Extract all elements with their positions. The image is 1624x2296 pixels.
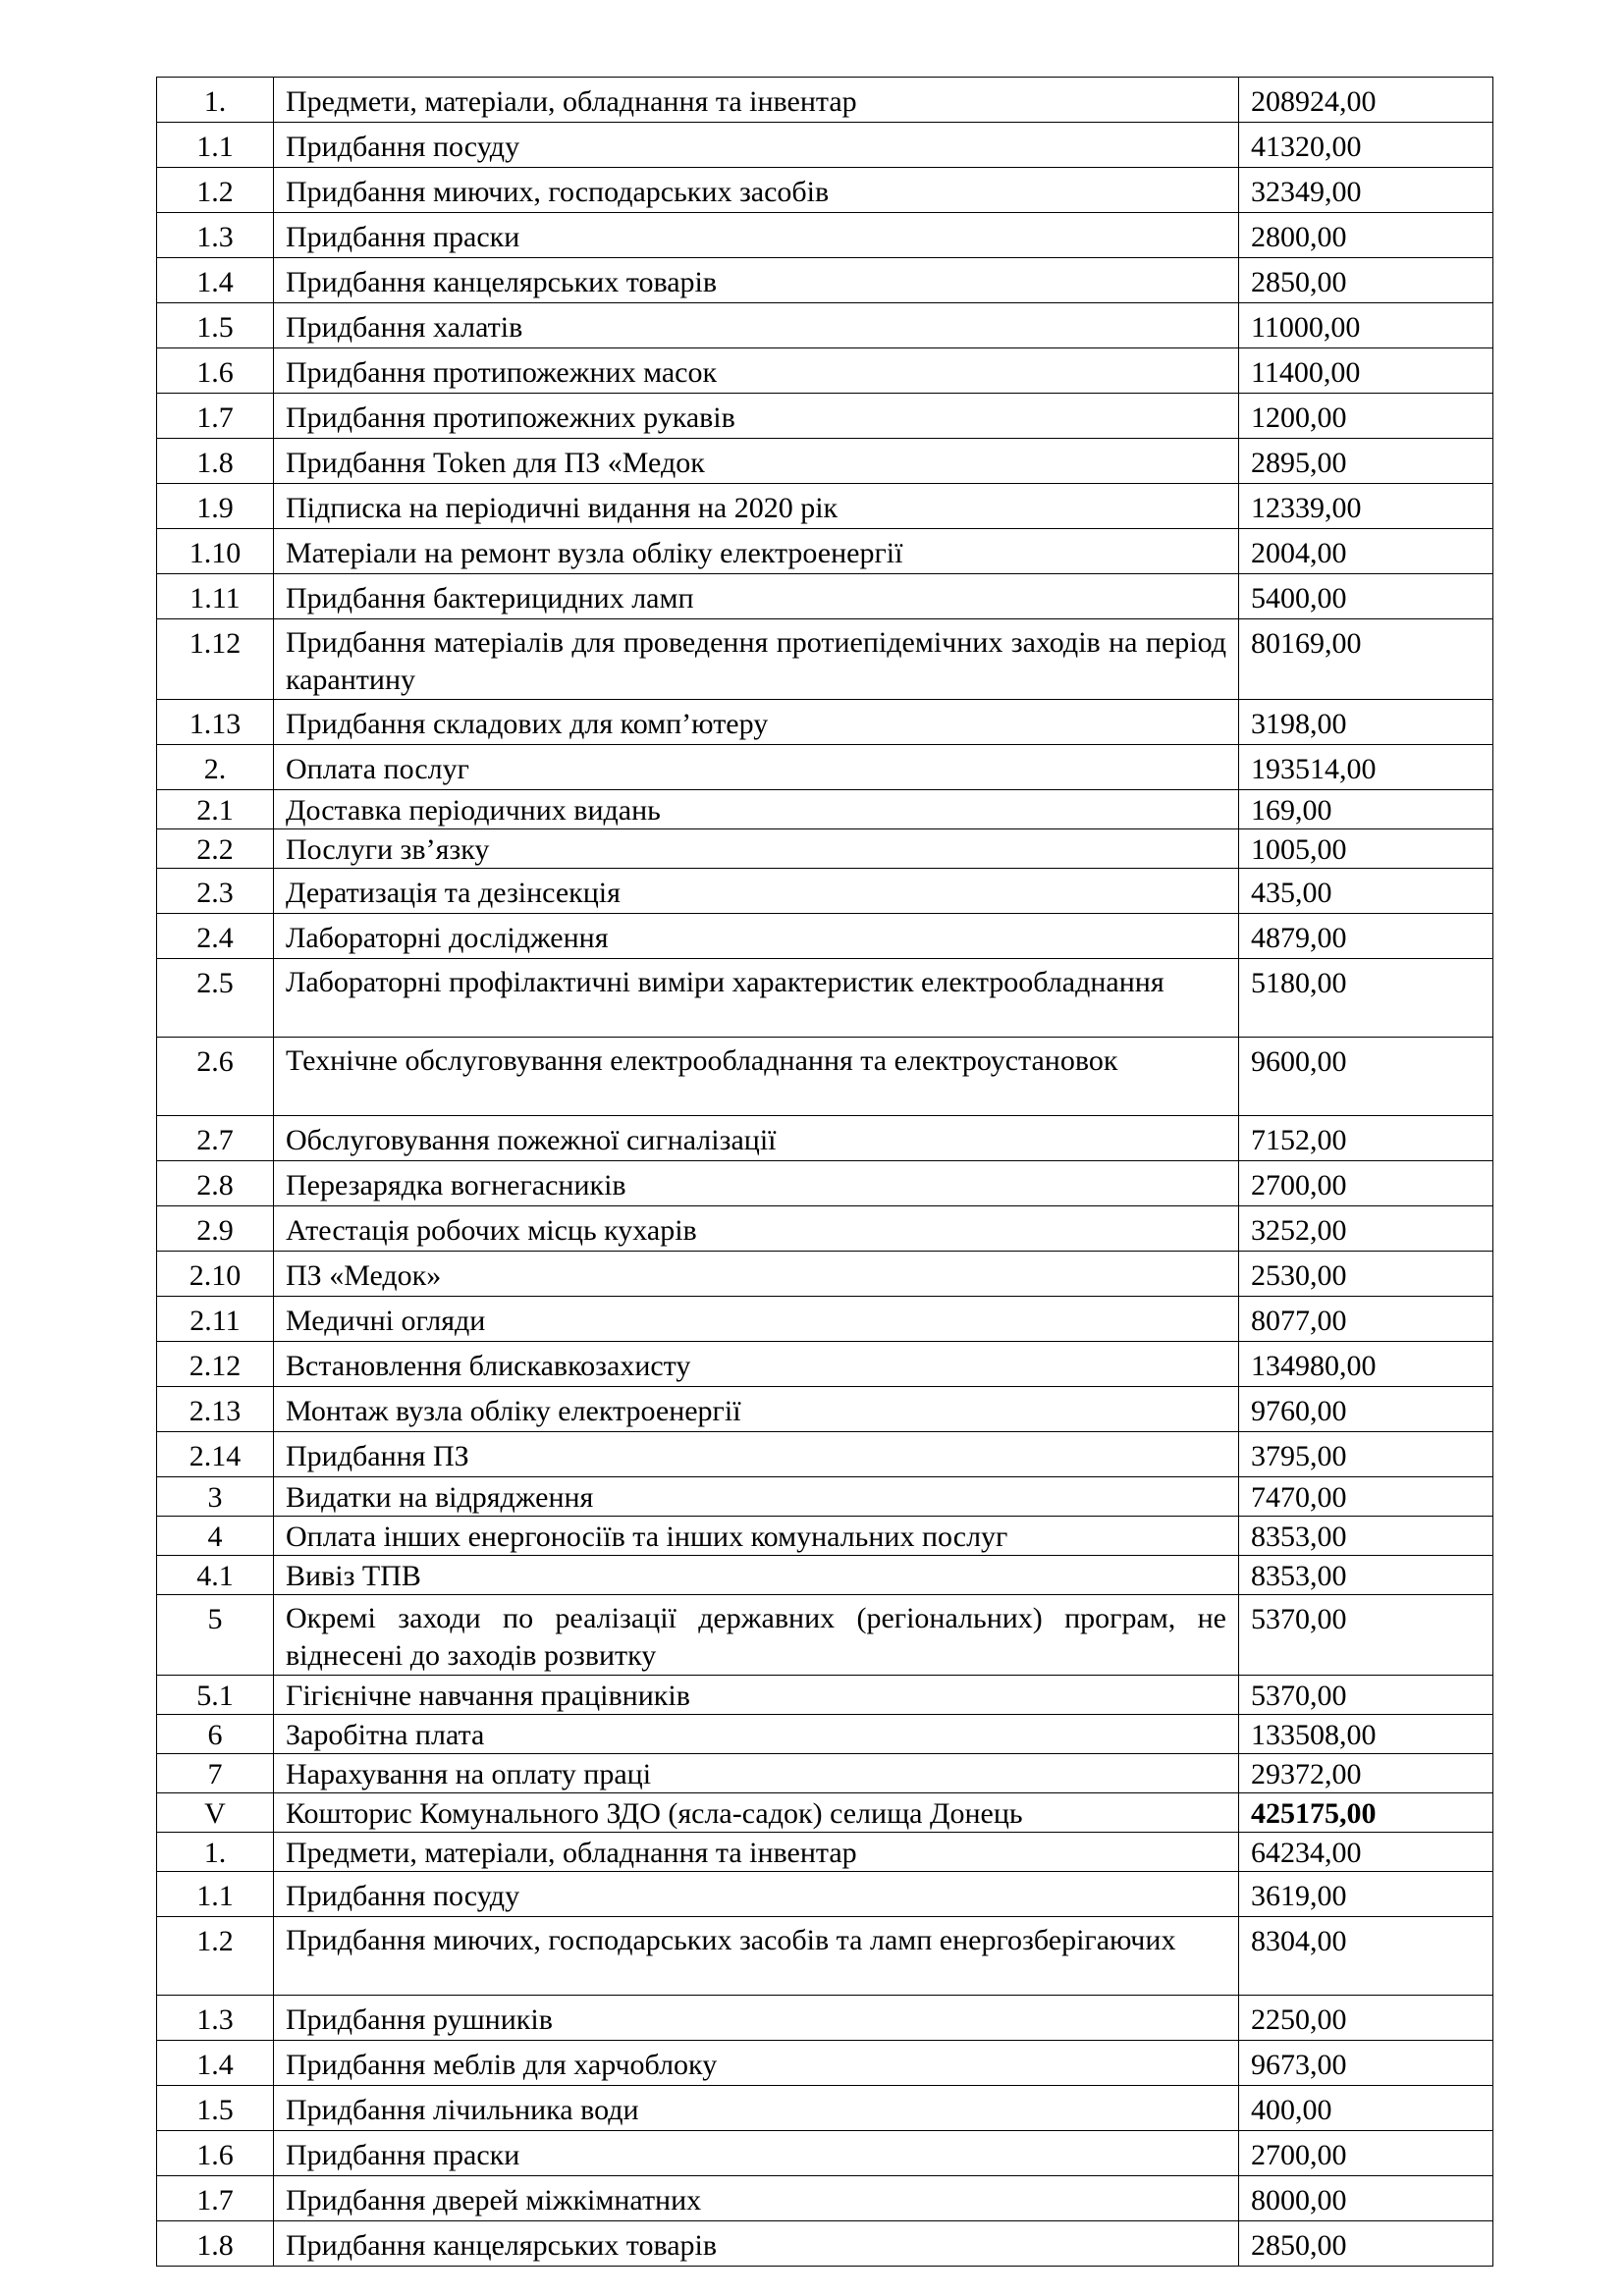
row-name: Придбання складових для комп’ютеру <box>274 700 1239 745</box>
row-number: 1.12 <box>157 619 274 700</box>
row-amount: 7470,00 <box>1239 1477 1493 1517</box>
table-row-total <box>157 1793 1493 1833</box>
table-row <box>157 2221 1493 2267</box>
row-amount: 8353,00 <box>1239 1556 1493 1595</box>
row-amount: 7152,00 <box>1239 1116 1493 1161</box>
row-amount: 1200,00 <box>1239 394 1493 439</box>
row-amount: 2530,00 <box>1239 1252 1493 1297</box>
table-row <box>157 2131 1493 2176</box>
row-number: 1.8 <box>157 439 274 484</box>
row-amount: 9760,00 <box>1239 1387 1493 1432</box>
row-number: 2.2 <box>157 829 274 869</box>
row-name: Монтаж вузла обліку електроенергії <box>274 1387 1239 1432</box>
row-number: 1.9 <box>157 484 274 529</box>
row-number: 1.3 <box>157 213 274 258</box>
row-amount: 2700,00 <box>1239 1161 1493 1206</box>
row-amount: 8353,00 <box>1239 1517 1493 1556</box>
row-name: Придбання халатів <box>274 303 1239 348</box>
row-number: V <box>157 1793 274 1833</box>
row-number: 1.11 <box>157 574 274 619</box>
row-number: 2.11 <box>157 1297 274 1342</box>
row-number: 5 <box>157 1595 274 1676</box>
row-name: Заробітна плата <box>274 1715 1239 1754</box>
row-number: 1.1 <box>157 123 274 168</box>
row-number: 2.9 <box>157 1206 274 1252</box>
row-name: Придбання дверей міжкімнатних <box>274 2176 1239 2221</box>
table-row <box>157 619 1493 700</box>
table-row <box>157 1833 1493 1872</box>
row-name: Придбання матеріалів для проведення протиепідемічних заходів на період карантину <box>274 619 1239 700</box>
row-number: 1.3 <box>157 1996 274 2041</box>
row-number: 2.3 <box>157 869 274 914</box>
row-name: Підписка на періодичні видання на 2020 рік <box>274 484 1239 529</box>
row-number: 1.2 <box>157 1917 274 1996</box>
row-number: 2.10 <box>157 1252 274 1297</box>
row-amount: 2850,00 <box>1239 258 1493 303</box>
budget-table-body <box>157 78 1493 2267</box>
row-name: Вивіз ТПВ <box>274 1556 1239 1595</box>
row-name: Перезарядка вогнегасників <box>274 1161 1239 1206</box>
row-name: Кошторис Комунального ЗДО (ясла-садок) селища Донець <box>274 1793 1239 1833</box>
table-row <box>157 2041 1493 2086</box>
row-amount: 2895,00 <box>1239 439 1493 484</box>
row-number: 2.1 <box>157 790 274 829</box>
table-row <box>157 168 1493 213</box>
table-row <box>157 348 1493 394</box>
row-amount: 3619,00 <box>1239 1872 1493 1917</box>
row-amount: 11000,00 <box>1239 303 1493 348</box>
table-row <box>157 1342 1493 1387</box>
row-number: 1.4 <box>157 2041 274 2086</box>
row-number: 2.6 <box>157 1038 274 1116</box>
table-row <box>157 1161 1493 1206</box>
row-number: 5.1 <box>157 1676 274 1715</box>
table-row <box>157 829 1493 869</box>
row-amount: 134980,00 <box>1239 1342 1493 1387</box>
table-row <box>157 123 1493 168</box>
row-amount: 2850,00 <box>1239 2221 1493 2267</box>
table-row <box>157 394 1493 439</box>
row-name: Придбання рушників <box>274 1996 1239 2041</box>
table-row <box>157 1206 1493 1252</box>
row-name: Лабораторні профілактичні виміри характеристик електрообладнання <box>274 959 1239 1038</box>
row-amount: 9673,00 <box>1239 2041 1493 2086</box>
row-number: 2.12 <box>157 1342 274 1387</box>
row-number: 2.5 <box>157 959 274 1038</box>
row-number: 6 <box>157 1715 274 1754</box>
row-number: 1.5 <box>157 303 274 348</box>
row-number: 2.7 <box>157 1116 274 1161</box>
row-number: 2. <box>157 745 274 790</box>
table-row <box>157 1556 1493 1595</box>
row-amount: 12339,00 <box>1239 484 1493 529</box>
row-amount: 133508,00 <box>1239 1715 1493 1754</box>
table-row <box>157 258 1493 303</box>
row-name: Оплата послуг <box>274 745 1239 790</box>
row-number: 2.13 <box>157 1387 274 1432</box>
row-number: 1.7 <box>157 2176 274 2221</box>
row-number: 1.5 <box>157 2086 274 2131</box>
row-name: Придбання праски <box>274 213 1239 258</box>
row-amount: 2250,00 <box>1239 1996 1493 2041</box>
row-name: Придбання миючих, господарських засобів та ламп енергозберігаючих <box>274 1917 1239 1996</box>
row-number: 1.6 <box>157 2131 274 2176</box>
row-name: Обслуговування пожежної сигналізації <box>274 1116 1239 1161</box>
row-number: 2.14 <box>157 1432 274 1477</box>
row-number: 1.10 <box>157 529 274 574</box>
row-name: Предмети, матеріали, обладнання та інвентар <box>274 1833 1239 1872</box>
table-row <box>157 2176 1493 2221</box>
row-name: Гігієнічне навчання працівників <box>274 1676 1239 1715</box>
row-name: Встановлення блискавкозахисту <box>274 1342 1239 1387</box>
row-number: 1.7 <box>157 394 274 439</box>
row-name: Придбання протипожежних масок <box>274 348 1239 394</box>
row-name: Придбання посуду <box>274 123 1239 168</box>
row-name: Придбання праски <box>274 2131 1239 2176</box>
table-row <box>157 1754 1493 1793</box>
row-name: Придбання меблів для харчоблоку <box>274 2041 1239 2086</box>
row-name: Придбання канцелярських товарів <box>274 2221 1239 2267</box>
row-amount: 8304,00 <box>1239 1917 1493 1996</box>
row-amount: 3252,00 <box>1239 1206 1493 1252</box>
row-name: Придбання канцелярських товарів <box>274 258 1239 303</box>
row-amount: 435,00 <box>1239 869 1493 914</box>
table-row <box>157 700 1493 745</box>
table-row <box>157 1116 1493 1161</box>
row-name: Технічне обслуговування електрообладнання та електроустановок <box>274 1038 1239 1116</box>
row-name: ПЗ «Медок» <box>274 1252 1239 1297</box>
row-name: Предмети, матеріали, обладнання та інвентар <box>274 78 1239 123</box>
table-row <box>157 1477 1493 1517</box>
table-row <box>157 78 1493 123</box>
row-name: Придбання миючих, господарських засобів <box>274 168 1239 213</box>
row-name: Атестація робочих місць кухарів <box>274 1206 1239 1252</box>
table-row <box>157 484 1493 529</box>
table-row <box>157 959 1493 1038</box>
row-amount: 5400,00 <box>1239 574 1493 619</box>
row-amount: 5370,00 <box>1239 1595 1493 1676</box>
row-amount: 169,00 <box>1239 790 1493 829</box>
row-number: 1. <box>157 78 274 123</box>
row-number: 1.6 <box>157 348 274 394</box>
budget-table <box>156 77 1493 2267</box>
row-number: 1.8 <box>157 2221 274 2267</box>
row-name: Придбання Token для ПЗ «Медок <box>274 439 1239 484</box>
row-amount: 64234,00 <box>1239 1833 1493 1872</box>
row-amount: 80169,00 <box>1239 619 1493 700</box>
row-name: Лабораторні дослідження <box>274 914 1239 959</box>
row-name: Видатки на відрядження <box>274 1477 1239 1517</box>
table-row <box>157 745 1493 790</box>
row-amount: 400,00 <box>1239 2086 1493 2131</box>
table-row <box>157 439 1493 484</box>
row-name: Придбання бактерицидних ламп <box>274 574 1239 619</box>
row-amount: 2004,00 <box>1239 529 1493 574</box>
row-amount: 8077,00 <box>1239 1297 1493 1342</box>
row-number: 3 <box>157 1477 274 1517</box>
table-row <box>157 1595 1493 1676</box>
row-number: 4 <box>157 1517 274 1556</box>
table-row <box>157 1517 1493 1556</box>
row-amount: 2800,00 <box>1239 213 1493 258</box>
table-row <box>157 574 1493 619</box>
row-amount: 3795,00 <box>1239 1432 1493 1477</box>
row-amount: 41320,00 <box>1239 123 1493 168</box>
row-number: 7 <box>157 1754 274 1793</box>
table-row <box>157 1038 1493 1116</box>
row-amount: 2700,00 <box>1239 2131 1493 2176</box>
row-amount: 5180,00 <box>1239 959 1493 1038</box>
row-name: Придбання лічильника води <box>274 2086 1239 2131</box>
table-row <box>157 1676 1493 1715</box>
row-amount: 5370,00 <box>1239 1676 1493 1715</box>
table-row <box>157 1917 1493 1996</box>
row-number: 1.2 <box>157 168 274 213</box>
row-amount: 3198,00 <box>1239 700 1493 745</box>
row-number: 1.4 <box>157 258 274 303</box>
row-name: Дератизація та дезінсекція <box>274 869 1239 914</box>
table-row <box>157 790 1493 829</box>
table-row <box>157 1387 1493 1432</box>
row-name: Послуги зв’язку <box>274 829 1239 869</box>
row-name: Придбання посуду <box>274 1872 1239 1917</box>
table-row <box>157 1432 1493 1477</box>
row-amount: 208924,00 <box>1239 78 1493 123</box>
row-name: Медичні огляди <box>274 1297 1239 1342</box>
row-number: 2.8 <box>157 1161 274 1206</box>
table-row <box>157 213 1493 258</box>
table-row <box>157 2086 1493 2131</box>
row-number: 4.1 <box>157 1556 274 1595</box>
table-row <box>157 303 1493 348</box>
row-name: Придбання протипожежних рукавів <box>274 394 1239 439</box>
row-amount: 29372,00 <box>1239 1754 1493 1793</box>
table-row <box>157 1996 1493 2041</box>
row-amount: 32349,00 <box>1239 168 1493 213</box>
row-name: Оплата інших енергоносіїв та інших комунальних послуг <box>274 1517 1239 1556</box>
table-row <box>157 529 1493 574</box>
table-row <box>157 1715 1493 1754</box>
row-amount: 193514,00 <box>1239 745 1493 790</box>
row-name: Окремі заходи по реалізації державних (регіональних) програм, не віднесені до заходів розвитку <box>274 1595 1239 1676</box>
row-amount: 425175,00 <box>1239 1793 1493 1833</box>
table-row <box>157 1252 1493 1297</box>
row-name: Доставка періодичних видань <box>274 790 1239 829</box>
row-amount: 4879,00 <box>1239 914 1493 959</box>
row-name: Нарахування на оплату праці <box>274 1754 1239 1793</box>
row-amount: 9600,00 <box>1239 1038 1493 1116</box>
row-number: 1.1 <box>157 1872 274 1917</box>
table-row <box>157 1297 1493 1342</box>
row-amount: 8000,00 <box>1239 2176 1493 2221</box>
row-amount: 1005,00 <box>1239 829 1493 869</box>
row-name: Придбання ПЗ <box>274 1432 1239 1477</box>
table-row <box>157 1872 1493 1917</box>
row-number: 2.4 <box>157 914 274 959</box>
row-amount: 11400,00 <box>1239 348 1493 394</box>
row-name: Матеріали на ремонт вузла обліку електроенергії <box>274 529 1239 574</box>
row-number: 1.13 <box>157 700 274 745</box>
table-row <box>157 914 1493 959</box>
table-row <box>157 869 1493 914</box>
row-number: 1. <box>157 1833 274 1872</box>
